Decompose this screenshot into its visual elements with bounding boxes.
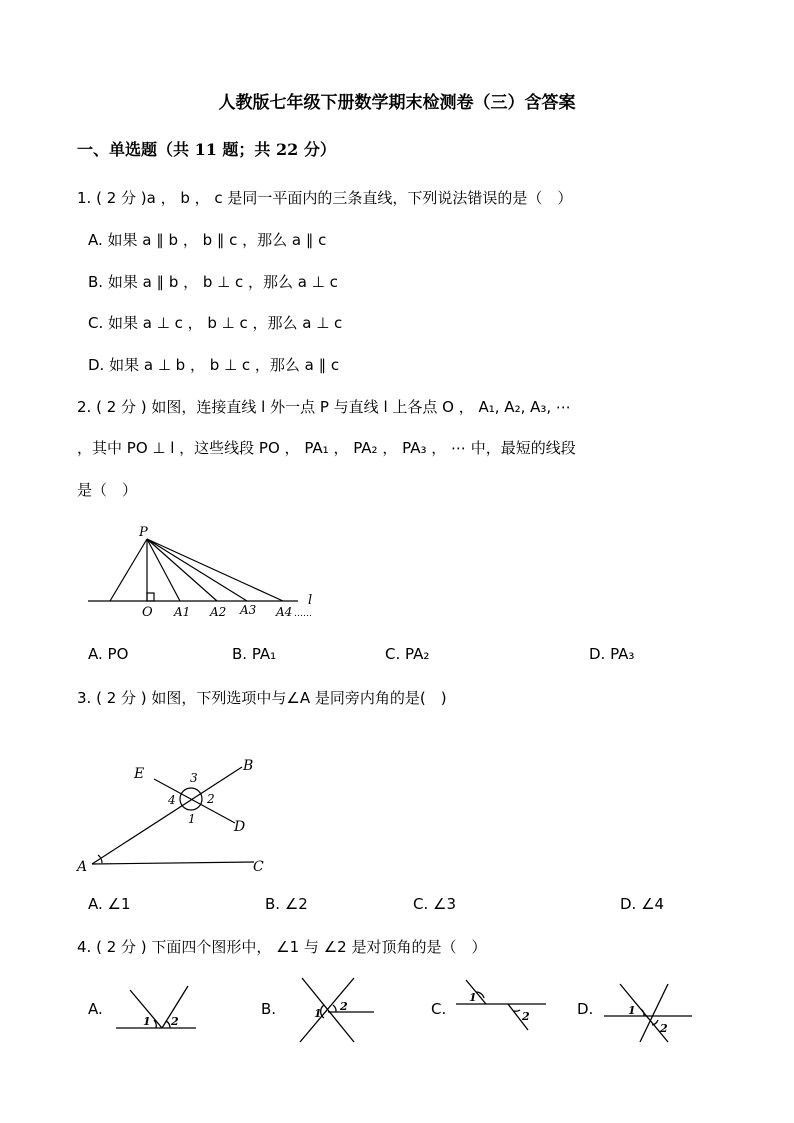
question-2-option-a[interactable]: A. PO	[88, 645, 129, 663]
question-3-option-d[interactable]: D. ∠4	[620, 895, 665, 913]
angle-label-2: 2	[522, 1010, 530, 1023]
section-heading: 一、单选题（共 11 题；共 22 分）	[77, 140, 336, 159]
question-2-stem-line1: 2. ( 2 分 ) 如图，连接直线 l 外一点 P 与直线 l 上各点 O ， A₁, A₂, A₃, ⋯	[77, 398, 571, 416]
question-3-option-c[interactable]: C. ∠3	[413, 895, 457, 913]
angle-label-4: 4	[168, 793, 176, 807]
question-2-stem-line2: ，其中 PO ⊥ l ，这些线段 PO ， PA₁ ， PA₂ ， PA₃ ， ⋯ 中，最短的线段	[77, 439, 576, 457]
angle-label-2: 2	[171, 1015, 179, 1028]
question-3-figure	[74, 755, 274, 880]
question-1-stem: 1. ( 2 分 )a ， b ， c 是同一平面内的三条直线，下列说法错误的是（ ）	[77, 189, 573, 207]
angle-label-3: 3	[190, 771, 198, 785]
question-4-option-d[interactable]: D.	[577, 1000, 594, 1018]
question-1-option-b[interactable]: B. 如果 a ∥ b ， b ⊥ c ，那么 a ⊥ c	[88, 273, 338, 291]
question-3-option-b[interactable]: B. ∠2	[265, 895, 308, 913]
figure-label-p: P	[139, 525, 148, 540]
angle-label-1: 1	[314, 1007, 322, 1020]
question-4-option-b[interactable]: B.	[261, 1000, 277, 1018]
angle-label-1: 1	[469, 991, 477, 1004]
question-4-figure-d	[600, 978, 700, 1046]
question-1-option-c[interactable]: C. 如果 a ⊥ c ， b ⊥ c ，那么 a ⊥ c	[88, 314, 343, 332]
question-4-figure-a	[112, 982, 202, 1034]
figure-label-a1: A1	[174, 605, 191, 619]
angle-label-2: 2	[207, 792, 215, 806]
angle-label-1: 1	[628, 1004, 636, 1017]
question-4-stem: 4. ( 2 分 ) 下面四个图形中， ∠1 与 ∠2 是对顶角的是（ ）	[77, 938, 487, 956]
question-2-option-c[interactable]: C. PA₂	[385, 645, 430, 663]
question-4-option-c[interactable]: C.	[431, 1000, 447, 1018]
figure-label-dots: ……	[294, 609, 312, 619]
figure-label-c: C	[253, 859, 264, 875]
question-2-stem-line3: 是（ ）	[77, 481, 138, 499]
document-title: 人教版七年级下册数学期末检测卷（三）含答案	[218, 93, 576, 113]
angle-label-1: 1	[188, 812, 196, 826]
figure-label-a: A	[77, 859, 88, 875]
question-2-option-b[interactable]: B. PA₁	[232, 645, 277, 663]
question-4-option-a[interactable]: A.	[88, 1000, 103, 1018]
figure-label-o: O	[142, 605, 153, 620]
question-1-option-a[interactable]: A. 如果 a ∥ b ， b ∥ c ，那么 a ∥ c	[88, 231, 327, 249]
figure-label-e: E	[134, 766, 145, 782]
figure-label-b: B	[243, 758, 254, 774]
question-4-figure-b	[292, 974, 382, 1046]
question-3-stem: 3. ( 2 分 ) 如图，下列选项中与∠A 是同旁内角的是( )	[77, 689, 447, 707]
angle-label-1: 1	[143, 1015, 151, 1028]
figure-label-l: l	[308, 593, 313, 608]
question-3-option-a[interactable]: A. ∠1	[88, 895, 131, 913]
angle-label-2: 2	[660, 1022, 668, 1035]
question-4-figure-c	[452, 976, 552, 1036]
question-2-figure	[80, 520, 325, 625]
figure-label-a4: A4	[276, 605, 293, 619]
figure-label-d: D	[234, 819, 246, 835]
figure-label-a3: A3	[240, 603, 257, 617]
question-2-option-d[interactable]: D. PA₃	[589, 645, 635, 663]
figure-label-a2: A2	[210, 605, 227, 619]
question-1-option-d[interactable]: D. 如果 a ⊥ b ， b ⊥ c ，那么 a ∥ c	[88, 356, 340, 374]
angle-label-2: 2	[340, 1000, 348, 1013]
